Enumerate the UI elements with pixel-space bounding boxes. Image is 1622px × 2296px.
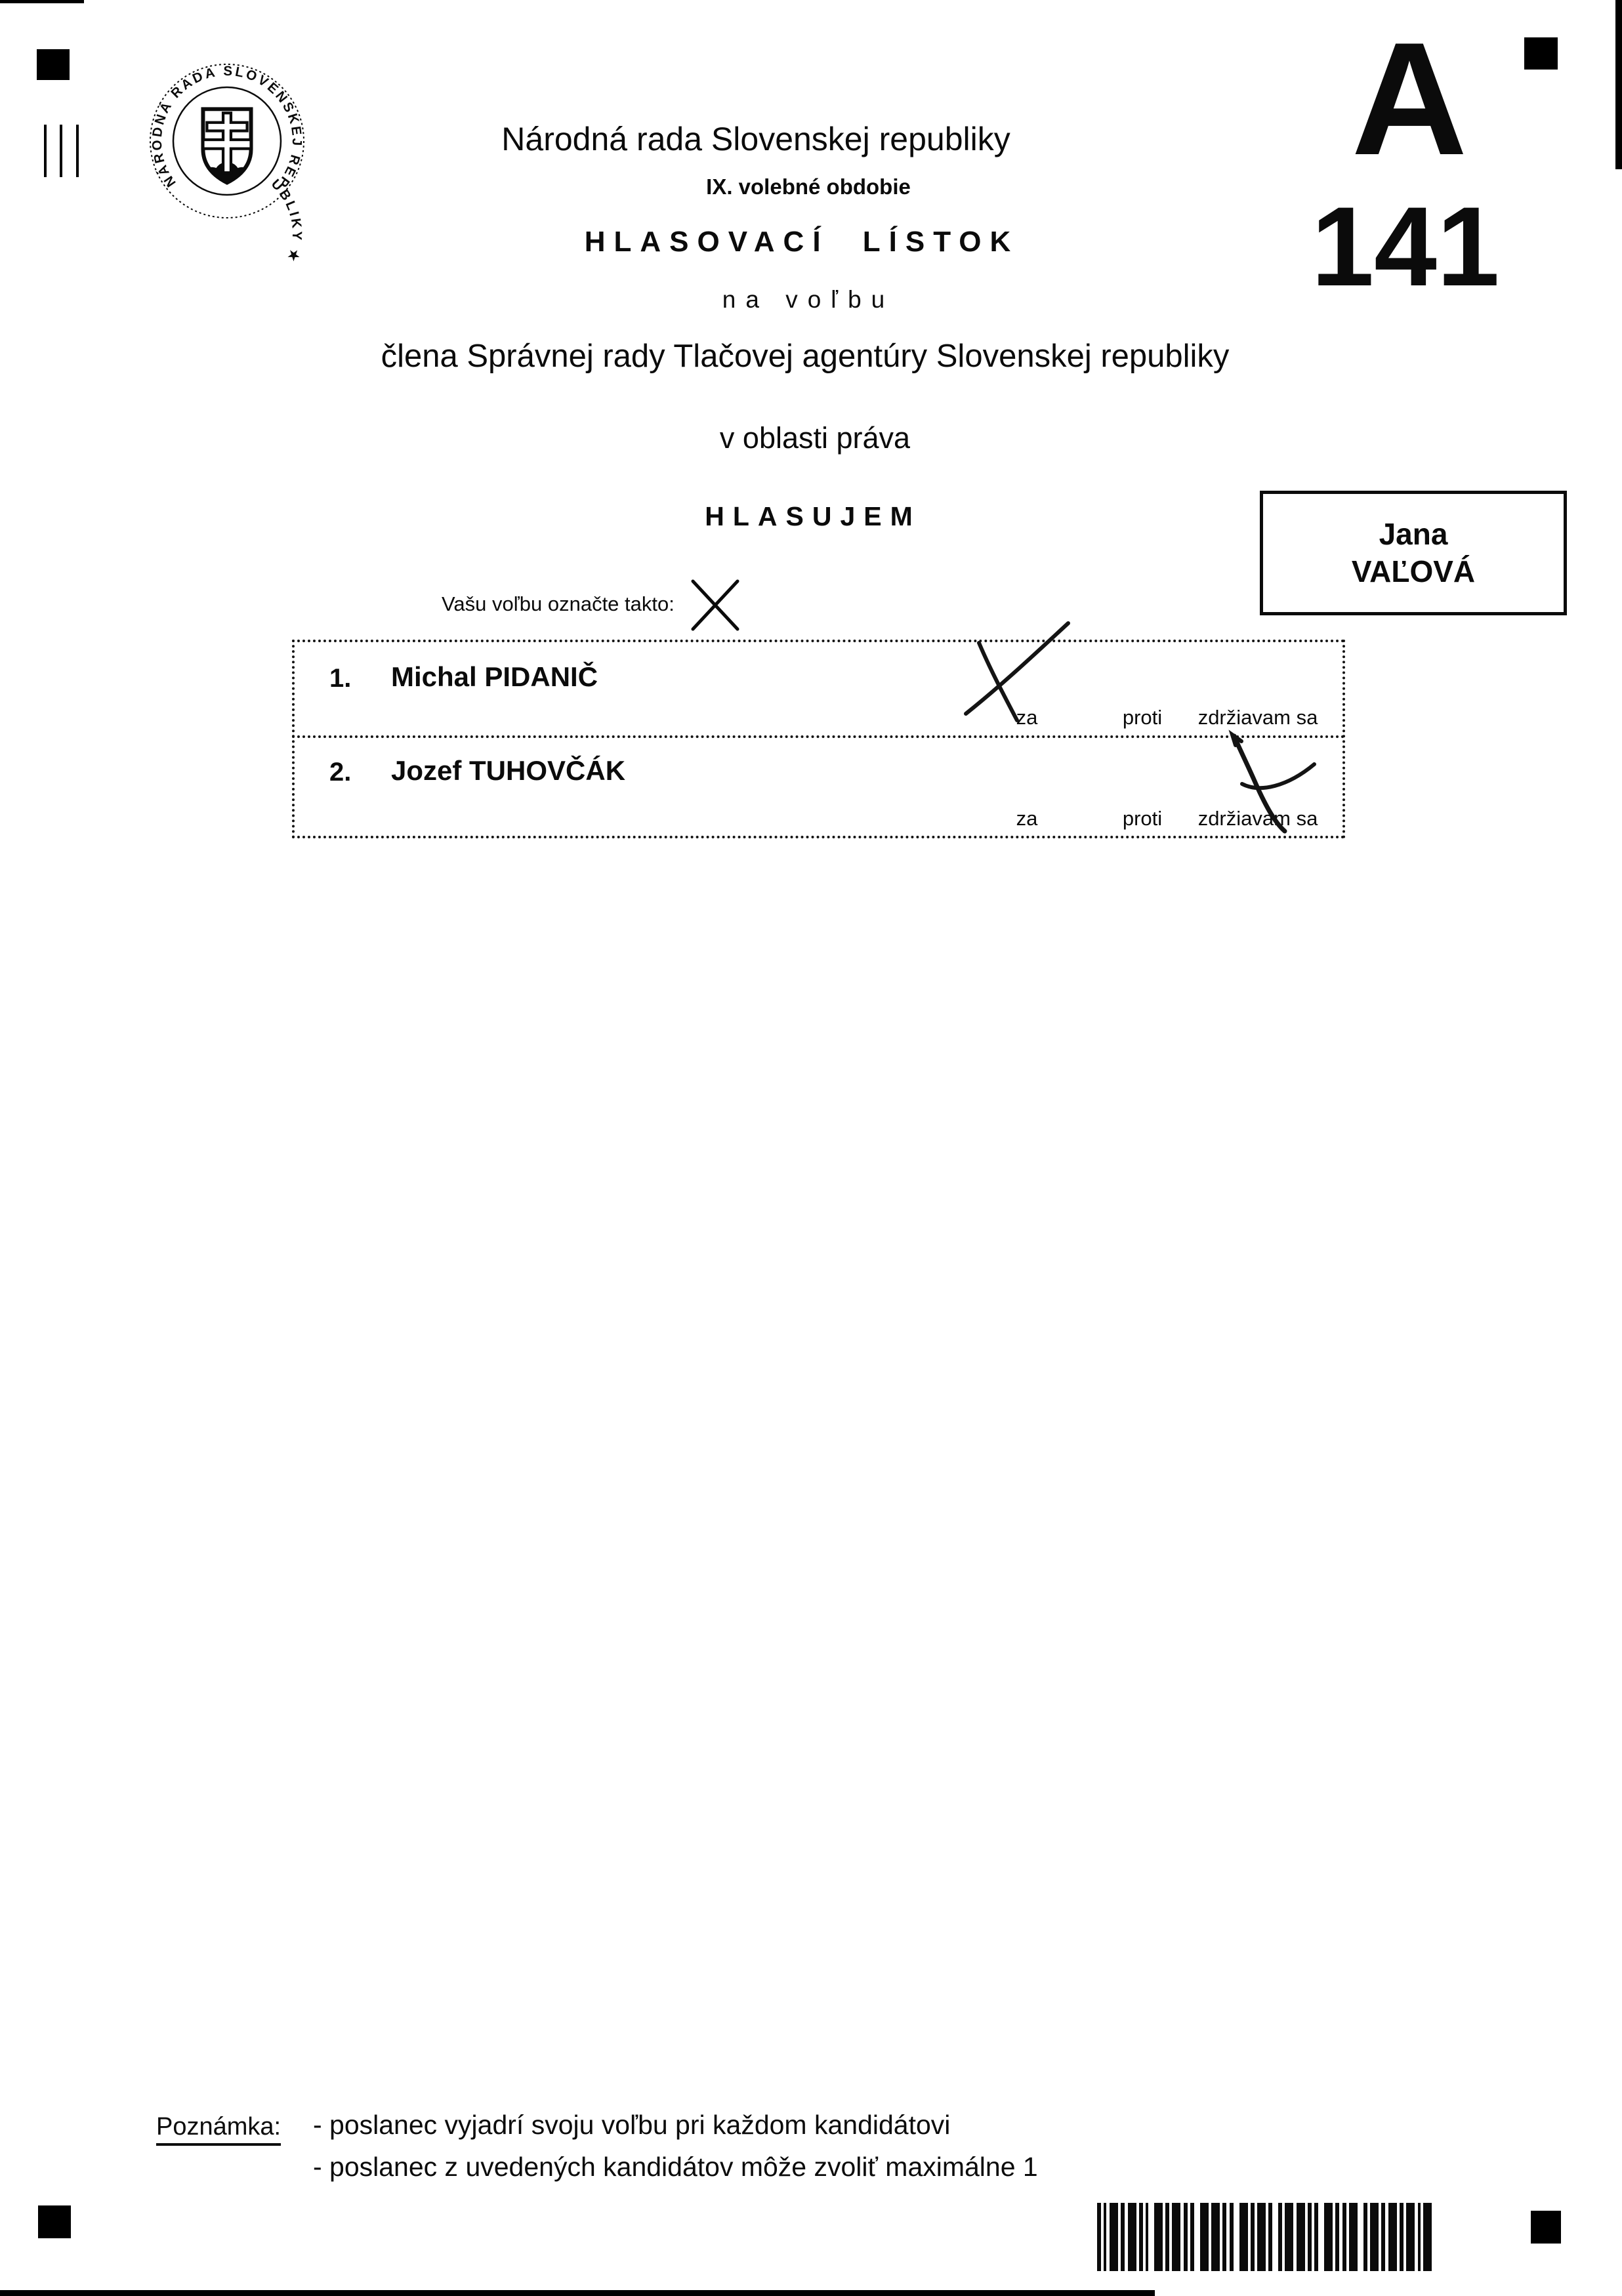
option-proti[interactable]: proti	[1122, 807, 1163, 830]
registration-square-top-left	[37, 49, 70, 80]
registration-square-bottom-right	[1531, 2211, 1561, 2244]
org-title: Národná rada Slovenskej republiky	[501, 121, 1010, 157]
scan-edge-mark-bottom	[0, 2290, 1155, 2296]
calibration-line-3	[76, 125, 79, 177]
option-zdrziavam-sa[interactable]: zdržiavam sa	[1197, 706, 1318, 729]
handwritten-x-mark-row1	[945, 610, 1089, 735]
candidate-row-divider	[292, 735, 1345, 738]
vote-heading: HLASUJEM	[705, 501, 921, 531]
option-proti[interactable]: proti	[1122, 706, 1163, 729]
registration-square-bottom-left	[38, 2205, 71, 2238]
position-area: v oblasti práva	[719, 421, 911, 455]
candidate-number: 1.	[329, 664, 352, 693]
option-za[interactable]: za	[1016, 807, 1038, 830]
elected-position: člena Správnej rady Tlačovej agentúry Slovenskej republiky	[381, 338, 1230, 374]
scan-edge-mark-top	[0, 0, 84, 3]
candidate-name: Michal PIDANIČ	[391, 661, 598, 692]
voter-name-box	[1260, 491, 1567, 615]
ballot-title: HLASOVACÍ LÍSTOK	[584, 226, 1020, 258]
calibration-line-1	[44, 125, 47, 177]
mark-instruction: Vašu voľbu označte takto:	[442, 592, 675, 615]
voter-first-name: Jana	[1379, 516, 1448, 551]
calibration-line-2	[60, 125, 62, 177]
handwritten-check-mark-row2	[1207, 725, 1332, 840]
option-zdrziavam-sa[interactable]: zdržiavam sa	[1197, 807, 1318, 830]
option-za[interactable]: za	[1016, 706, 1038, 729]
note-line-2: - poslanec z uvedených kandidátov môže zvoliť maximálne 1	[313, 2152, 1038, 2182]
note-label: Poznámka:	[156, 2113, 281, 2146]
ballot-number: 141	[1311, 184, 1500, 310]
slovak-shield-icon	[201, 109, 253, 189]
barcode	[1097, 2203, 1470, 2271]
sample-x-mark-icon	[689, 577, 741, 633]
election-term: IX. volebné obdobie	[706, 174, 911, 199]
candidate-name: Jozef TUHOVČÁK	[391, 755, 626, 786]
scan-edge-mark-right	[1615, 0, 1622, 169]
national-council-seal-icon	[148, 62, 306, 266]
candidate-number: 2.	[329, 758, 352, 787]
voter-last-name: VAĽOVÁ	[1351, 554, 1476, 588]
seal-text: NÁRODNÁ RADA SLOVENSKEJ REPUBLIKY ★	[149, 63, 305, 266]
ballot-letter: A	[1351, 9, 1468, 188]
ballot-subtitle: na voľbu	[722, 286, 895, 313]
registration-square-top-right	[1524, 37, 1558, 70]
note-line-1: - poslanec vyjadrí svoju voľbu pri každom kandidátovi	[313, 2110, 951, 2140]
